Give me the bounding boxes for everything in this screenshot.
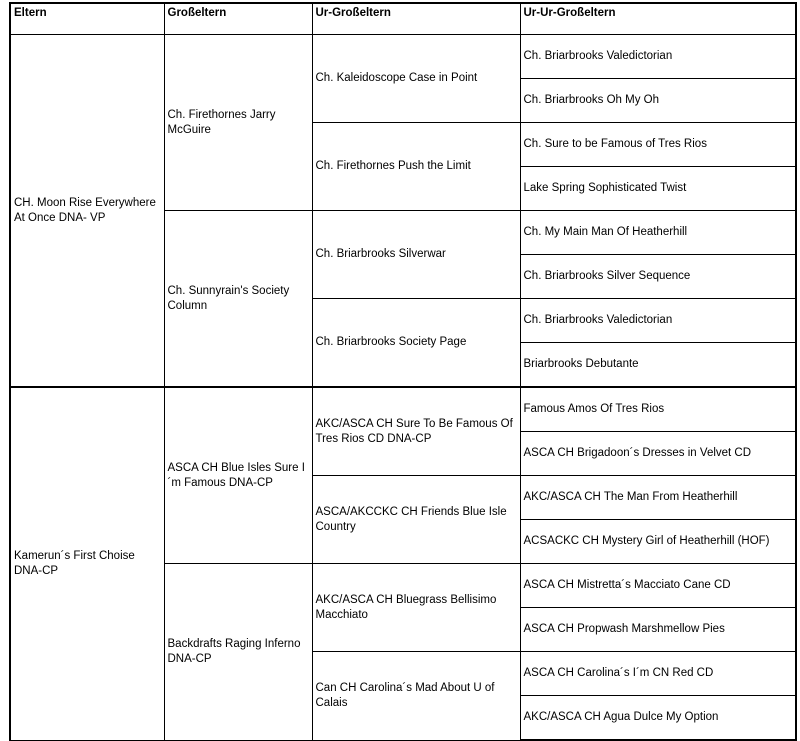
great-grandparent-4: Ch. Briarbrooks Society Page: [312, 299, 520, 388]
great-grandparent-3: Ch. Briarbrooks Silverwar: [312, 211, 520, 299]
great-grandparent-8: Can CH Carolina´s Mad About U of Calais: [312, 652, 520, 741]
great-great-grandparent-10: ASCA CH Brigadoon´s Dresses in Velvet CD: [520, 432, 796, 476]
great-great-grandparent-15: ASCA CH Carolina´s I´m CN Red CD: [520, 652, 796, 696]
grandparent-2: Ch. Sunnyrain's Society Column: [164, 211, 312, 388]
great-great-grandparent-13: ASCA CH Mistretta´s Macciato Cane CD: [520, 564, 796, 608]
header-urgrosseltern: Ur-Großeltern: [312, 3, 520, 35]
header-ururgrosseltern: Ur-Ur-Großeltern: [520, 3, 796, 35]
great-great-grandparent-4: Lake Spring Sophisticated Twist: [520, 167, 796, 211]
parent-dam: Kamerun´s First Choise DNA-CP: [10, 387, 164, 740]
grandparent-4: Backdrafts Raging Inferno DNA-CP: [164, 564, 312, 741]
header-grosseltern: Großeltern: [164, 3, 312, 35]
great-great-grandparent-8: Briarbrooks Debutante: [520, 343, 796, 388]
header-eltern: Eltern: [10, 3, 164, 35]
great-grandparent-2: Ch. Firethornes Push the Limit: [312, 123, 520, 211]
great-great-grandparent-5: Ch. My Main Man Of Heatherhill: [520, 211, 796, 255]
grandparent-1: Ch. Firethornes Jarry McGuire: [164, 35, 312, 211]
great-great-grandparent-7: Ch. Briarbrooks Valedictorian: [520, 299, 796, 343]
great-great-grandparent-3: Ch. Sure to be Famous of Tres Rios: [520, 123, 796, 167]
great-great-grandparent-2: Ch. Briarbrooks Oh My Oh: [520, 79, 796, 123]
great-great-grandparent-9: Famous Amos Of Tres Rios: [520, 387, 796, 432]
great-great-grandparent-16: AKC/ASCA CH Agua Dulce My Option: [520, 696, 796, 741]
pedigree-table: [9, 2, 797, 741]
parent-sire: CH. Moon Rise Everywhere At Once DNA- VP: [10, 35, 164, 388]
great-great-grandparent-1: Ch. Briarbrooks Valedictorian: [520, 35, 796, 79]
great-great-grandparent-14: ASCA CH Propwash Marshmellow Pies: [520, 608, 796, 652]
great-great-grandparent-6: Ch. Briarbrooks Silver Sequence: [520, 255, 796, 299]
grandparent-3: ASCA CH Blue Isles Sure I´m Famous DNA-CP: [164, 387, 312, 564]
great-great-grandparent-12: ACSACKC CH Mystery Girl of Heatherhill (HOF): [520, 520, 796, 564]
great-great-grandparent-11: AKC/ASCA CH The Man From Heatherhill: [520, 476, 796, 520]
great-grandparent-6: ASCA/AKCCKC CH Friends Blue Isle Country: [312, 476, 520, 564]
great-grandparent-1: Ch. Kaleidoscope Case in Point: [312, 35, 520, 123]
great-grandparent-7: AKC/ASCA CH Bluegrass Bellisimo Macchiato: [312, 564, 520, 652]
great-grandparent-5: AKC/ASCA CH Sure To Be Famous Of Tres Rios CD DNA-CP: [312, 387, 520, 476]
